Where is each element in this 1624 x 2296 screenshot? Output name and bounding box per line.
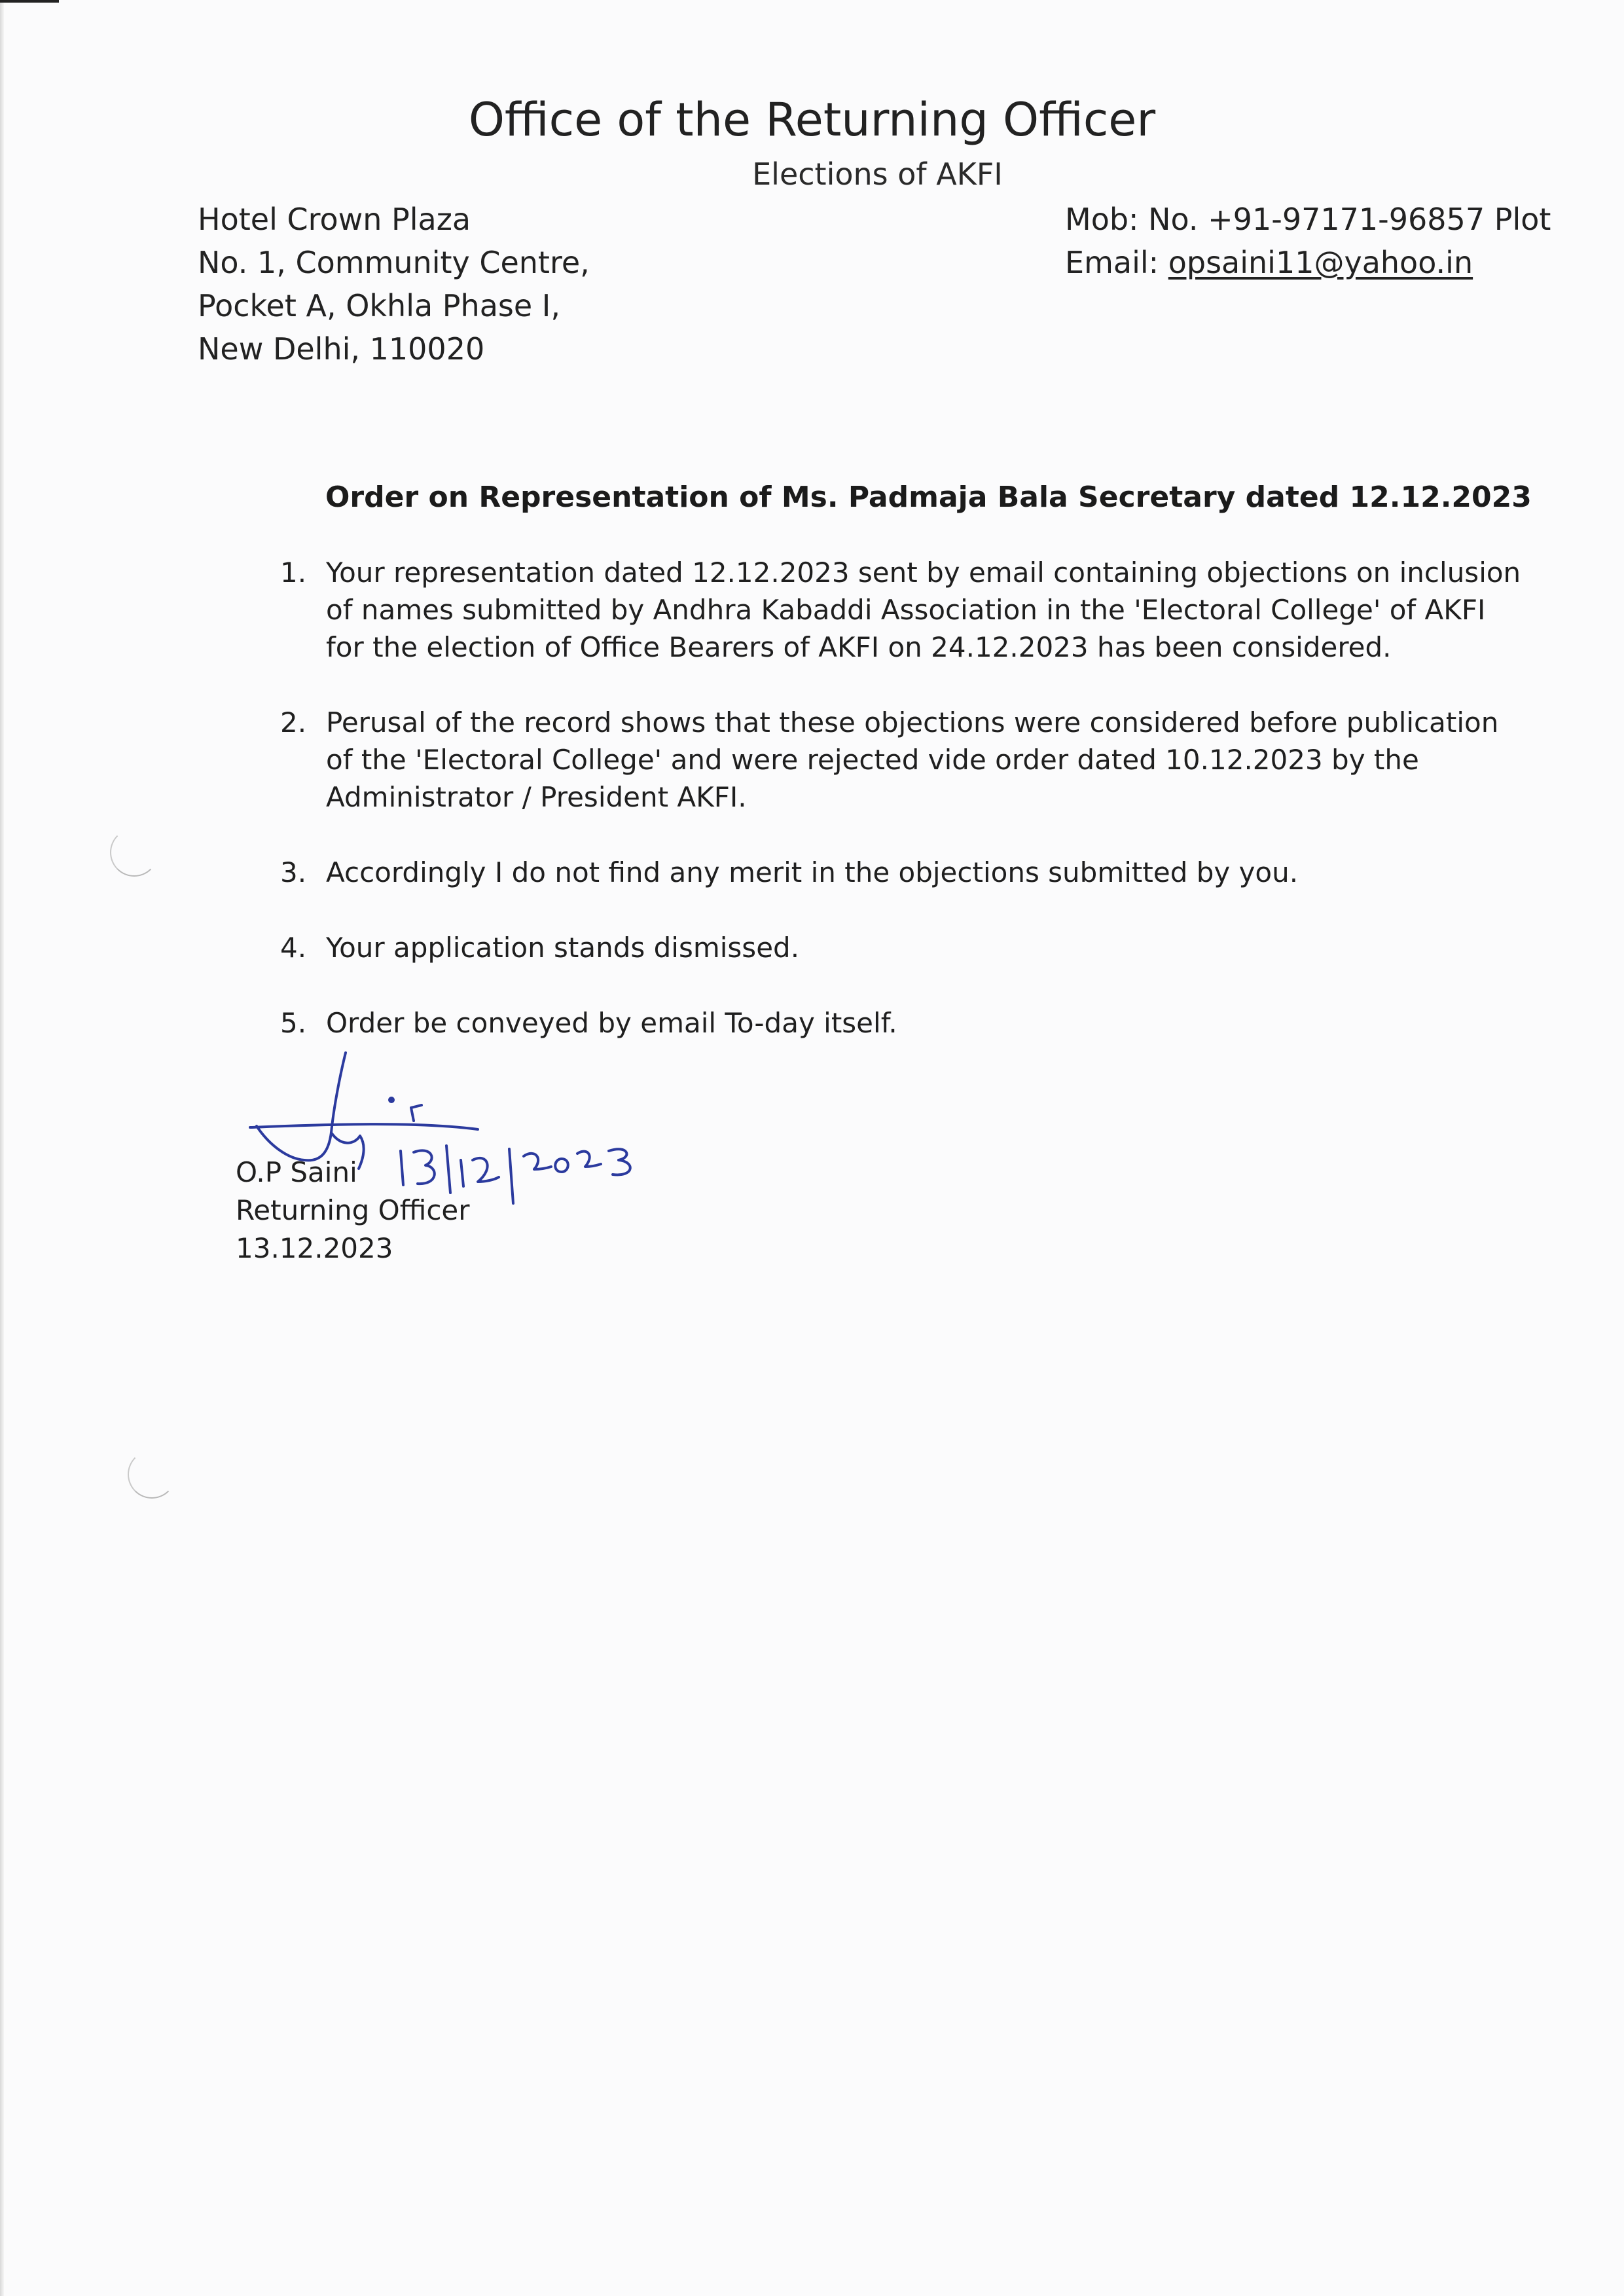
list-item (280, 704, 1524, 816)
order-heading: Order on Representation of Ms. Padmaja Bala Secretary dated 12.12.2023 (325, 481, 1532, 514)
signature-stroke (331, 1133, 360, 1143)
item-number: 5. (280, 1007, 307, 1039)
item-text: Perusal of the record shows that these objections were considered before publication of the 'Electoral College' and were rejected vide order dated 10.12.2023 by the Administrator / President AKFI. (326, 706, 1499, 813)
order-items-list (280, 554, 1524, 1042)
handwritten-date-stroke (577, 1152, 601, 1167)
item-text: Your application stands dismissed. (326, 932, 800, 964)
address-line: New Delhi, 110020 (198, 331, 485, 367)
handwritten-date-stroke (609, 1149, 630, 1175)
email-label: Email: (1065, 245, 1168, 280)
item-number: 1. (280, 556, 307, 589)
signatory-name: O.P Saini (236, 1156, 357, 1188)
handwritten-date-stroke (401, 1151, 403, 1185)
address-line: Hotel Crown Plaza (198, 202, 471, 237)
handwritten-date-stroke (461, 1160, 463, 1186)
handwritten-date-stroke (524, 1154, 551, 1169)
handwritten-date-stroke (555, 1159, 568, 1172)
page-subtitle: Elections of AKFI (752, 156, 1003, 192)
address-line: No. 1, Community Centre, (198, 245, 590, 280)
punch-hole-mark (128, 1450, 176, 1499)
punch-hole-mark (110, 828, 158, 877)
signature-stroke (359, 1136, 364, 1169)
office-address (198, 198, 590, 371)
contact-details (1065, 198, 1551, 284)
page-title: Office of the Returning Officer (468, 93, 1156, 147)
item-text: Order be conveyed by email To-day itself. (326, 1007, 897, 1039)
handwritten-signature (242, 1048, 700, 1237)
address-line: Pocket A, Okhla Phase I, (198, 288, 560, 323)
handwritten-date-stroke (509, 1149, 513, 1203)
email-line (1065, 241, 1551, 284)
list-item (280, 554, 1524, 666)
mobile-number: Mob: No. +91-97171-96857 Plot (1065, 202, 1551, 237)
signature-stroke (411, 1105, 422, 1121)
list-item (280, 854, 1524, 891)
item-text: Accordingly I do not find any merit in the objections submitted by you. (326, 856, 1299, 888)
item-text: Your representation dated 12.12.2023 sent by email containing objections on inclusion of names submitted by Andhra Kabaddi Association in the 'Electoral College' of AKFI for the election of Office Bearers of AKFI on 24.12.2023 has been considered. (326, 556, 1521, 663)
signatory-designation: Returning Officer (236, 1194, 470, 1226)
item-number: 4. (280, 932, 307, 964)
handwritten-date-stroke (414, 1150, 435, 1184)
item-number: 2. (280, 706, 307, 738)
handwritten-date-stroke (446, 1146, 450, 1193)
signature-dot (389, 1098, 393, 1102)
handwritten-date-stroke (473, 1158, 499, 1182)
list-item (280, 1004, 1524, 1042)
email-link[interactable]: opsaini11@yahoo.in (1168, 245, 1473, 280)
scan-edge (0, 0, 4, 2296)
list-item (280, 929, 1524, 966)
scan-edge-mark (0, 0, 59, 3)
signature-stroke (257, 1053, 346, 1160)
signatory-date: 13.12.2023 (236, 1232, 393, 1264)
item-number: 3. (280, 856, 307, 888)
signature-stroke (250, 1124, 478, 1129)
